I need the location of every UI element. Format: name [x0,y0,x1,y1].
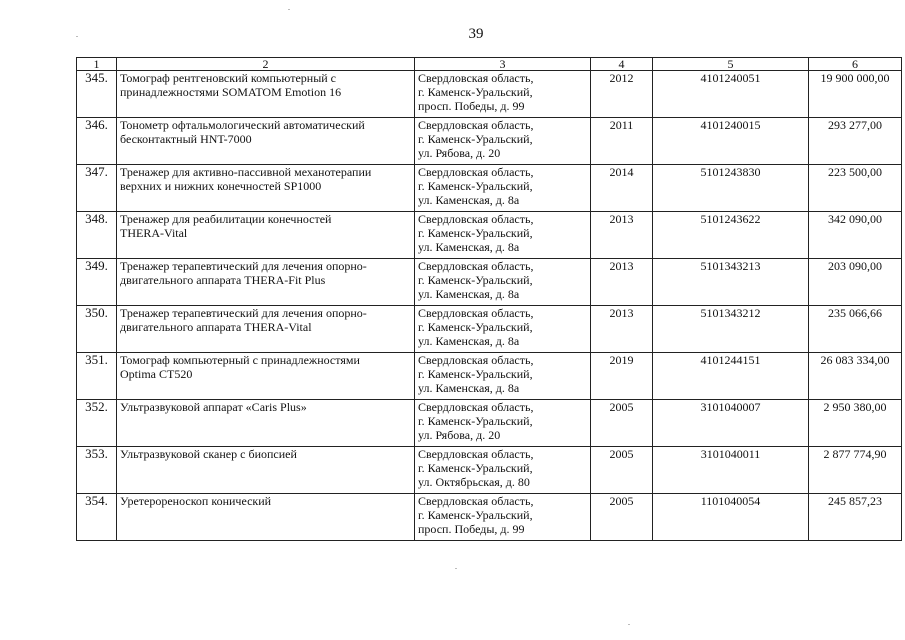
equipment-address [415,259,591,306]
inventory-number: 5101243830 [653,165,809,212]
book-value: 2 877 774,90 [809,447,902,494]
row-number: 354. [77,494,117,541]
acquisition-year: 2014 [591,165,653,212]
scan-speck [455,568,457,569]
row-number: 345. [77,71,117,118]
equipment-name [117,494,415,541]
acquisition-year: 2005 [591,400,653,447]
address-line: Свердловская область, [418,259,534,273]
book-value: 245 857,23 [809,494,902,541]
equipment-name-line: принадлежностями SOMATOM Emotion 16 [120,85,342,99]
equipment-name [117,118,415,165]
acquisition-year: 2013 [591,259,653,306]
equipment-address [415,212,591,259]
address-line: г. Каменск-Уральский, [418,179,533,193]
table-row [77,494,902,541]
equipment-address [415,494,591,541]
book-value: 2 950 380,00 [809,400,902,447]
address-line: г. Каменск-Уральский, [418,132,533,146]
equipment-name-line: THERA-Vital [120,226,188,240]
equipment-name-line: бесконтактный HNT-7000 [120,132,252,146]
equipment-name-line: Тренажер для активно-пассивной механотерапии [120,165,372,179]
address-line: ул. Рябова, д. 20 [418,428,501,442]
address-line: ул. Рябова, д. 20 [418,146,501,160]
acquisition-year: 2012 [591,71,653,118]
equipment-name-line: Тренажер терапевтический для лечения опорно- [120,259,367,273]
table-row [77,447,902,494]
scan-speck [288,9,290,10]
address-line: Свердловская область, [418,353,534,367]
table-row [77,353,902,400]
equipment-name [117,447,415,494]
address-line: г. Каменск-Уральский, [418,367,533,381]
book-value: 26 083 334,00 [809,353,902,400]
row-number: 353. [77,447,117,494]
acquisition-year: 2005 [591,494,653,541]
equipment-registry-table [76,57,902,541]
inventory-number: 4101240051 [653,71,809,118]
equipment-name [117,71,415,118]
acquisition-year: 2005 [591,447,653,494]
row-number: 347. [77,165,117,212]
column-number-row [77,58,902,71]
table-row [77,71,902,118]
equipment-name [117,259,415,306]
address-line: ул. Каменская, д. 8а [418,287,520,301]
equipment-name [117,306,415,353]
address-line: г. Каменск-Уральский, [418,414,533,428]
address-line: ул. Каменская, д. 8а [418,381,520,395]
inventory-number: 5101343212 [653,306,809,353]
address-line: Свердловская область, [418,118,534,132]
equipment-name-line: двигательного аппарата THERA-Fit Plus [120,273,326,287]
acquisition-year: 2019 [591,353,653,400]
equipment-address [415,400,591,447]
address-line: ул. Октябрьская, д. 80 [418,475,530,489]
equipment-name-line: Томограф рентгеновский компьютерный с [120,71,337,85]
address-line: г. Каменск-Уральский, [418,461,533,475]
page-number: 39 [468,26,484,42]
address-line: Свердловская область, [418,212,534,226]
book-value: 223 500,00 [809,165,902,212]
equipment-name [117,165,415,212]
book-value: 293 277,00 [809,118,902,165]
acquisition-year: 2013 [591,306,653,353]
address-line: Свердловская область, [418,71,534,85]
equipment-address [415,71,591,118]
equipment-name-line: Тренажер терапевтический для лечения опорно- [120,306,367,320]
column-header-3: 3 [415,58,591,71]
address-line: г. Каменск-Уральский, [418,508,533,522]
address-line: г. Каменск-Уральский, [418,320,533,334]
equipment-address [415,165,591,212]
inventory-number: 4101244151 [653,353,809,400]
address-line: Свердловская область, [418,165,534,179]
inventory-number: 5101343213 [653,259,809,306]
equipment-name-line: Тренажер для реабилитации конечностей [120,212,332,226]
row-number: 351. [77,353,117,400]
address-line: Свердловская область, [418,494,534,508]
equipment-name-line: двигательного аппарата THERA-Vital [120,320,312,334]
table-row [77,165,902,212]
address-line: Свердловская область, [418,400,534,414]
equipment-name-line: Уретерореноскоп конический [120,494,272,508]
equipment-name-line: Томограф компьютерный с принадлежностями [120,353,360,367]
equipment-name-line: верхних и нижних конечностей SP1000 [120,179,322,193]
book-value: 235 066,66 [809,306,902,353]
address-line: просп. Победы, д. 99 [418,522,525,536]
table-row [77,118,902,165]
equipment-name-line: Тонометр офтальмологический автоматический [120,118,365,132]
column-header-5: 5 [653,58,809,71]
equipment-address [415,306,591,353]
scan-speck [628,624,630,625]
address-line: Свердловская область, [418,306,534,320]
inventory-number: 4101240015 [653,118,809,165]
equipment-address [415,353,591,400]
equipment-name [117,353,415,400]
book-value: 203 090,00 [809,259,902,306]
equipment-name-line: Ультразвуковой сканер с биопсией [120,447,297,461]
table-row [77,306,902,353]
row-number: 348. [77,212,117,259]
acquisition-year: 2011 [591,118,653,165]
book-value: 19 900 000,00 [809,71,902,118]
equipment-address [415,118,591,165]
column-header-2: 2 [117,58,415,71]
table-row [77,212,902,259]
equipment-address [415,447,591,494]
book-value: 342 090,00 [809,212,902,259]
row-number: 349. [77,259,117,306]
address-line: г. Каменск-Уральский, [418,226,533,240]
address-line: г. Каменск-Уральский, [418,85,533,99]
address-line: ул. Каменская, д. 8а [418,334,520,348]
table-row [77,259,902,306]
inventory-number: 5101243622 [653,212,809,259]
row-number: 346. [77,118,117,165]
address-line: Свердловская область, [418,447,534,461]
scan-speck [76,36,78,37]
equipment-name [117,212,415,259]
equipment-name-line: Ультразвуковой аппарат «Caris Plus» [120,400,307,414]
address-line: просп. Победы, д. 99 [418,99,525,113]
address-line: ул. Каменская, д. 8а [418,240,520,254]
row-number: 350. [77,306,117,353]
table-row [77,400,902,447]
inventory-number: 3101040011 [653,447,809,494]
equipment-name-line: Optima CT520 [120,367,193,381]
address-line: г. Каменск-Уральский, [418,273,533,287]
inventory-number: 3101040007 [653,400,809,447]
column-header-6: 6 [809,58,902,71]
row-number: 352. [77,400,117,447]
column-header-1: 1 [77,58,117,71]
inventory-number: 1101040054 [653,494,809,541]
address-line: ул. Каменская, д. 8а [418,193,520,207]
equipment-name [117,400,415,447]
column-header-4: 4 [591,58,653,71]
acquisition-year: 2013 [591,212,653,259]
